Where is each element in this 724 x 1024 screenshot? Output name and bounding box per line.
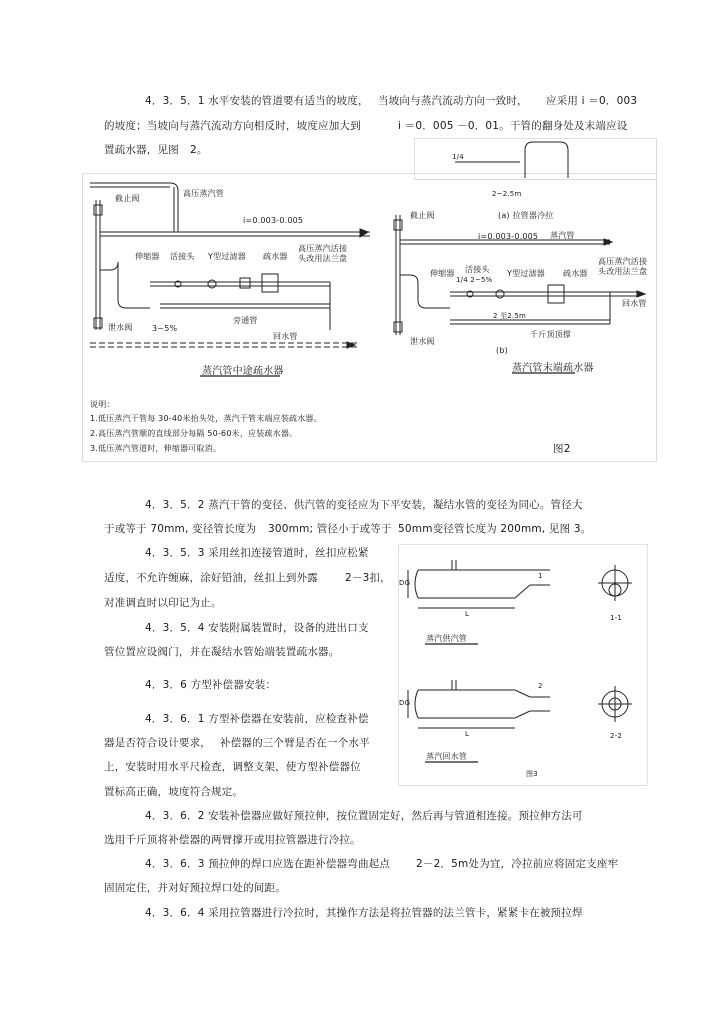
fig3-dg-1: DG xyxy=(399,579,411,587)
para-4353-line2a: 适度，不允许缠麻，涂好铅油，丝扣上到外露 xyxy=(104,572,318,584)
fig2-left-union: 活接头 xyxy=(170,252,195,261)
para-4361-line1: 4．3．6．1 方型补偿器在安装前，应检查补偿 xyxy=(145,713,369,725)
fig2-label: 图2 xyxy=(553,443,571,455)
fig3-label: 图3 xyxy=(526,770,538,778)
fig2-right-top-slope: 1/4 xyxy=(452,153,464,161)
fig2-note-2: 2.高压蒸汽管顺的直线部分每隔 50-60米，应装疏水器。 xyxy=(90,429,298,438)
para-4351-line1c: 应采用 i ＝0．003 xyxy=(546,95,638,107)
fig2-right-slope: i=0.003-0.005 xyxy=(478,232,539,241)
para-4351-line2b: i ＝0．005 －0．01。干管的翻身处及末端应设 xyxy=(398,120,628,132)
fig3-mark-2: 2 xyxy=(538,682,543,690)
para-4361-line4: 置标高正确，坡度符合规定。 xyxy=(104,786,244,798)
fig2-right-hp-note-1: 高压蒸汽活接 xyxy=(598,257,648,266)
para-4363-line1a: 4．3．6．3 预拉伸的焊口应选在距补偿器弯曲起点 xyxy=(145,858,391,870)
para-4362-line1: 4．3．6．2 安装补偿器应做好预拉伸，按位置固定好，然后再与管道相连接。预拉伸方法可 xyxy=(145,810,583,822)
para-4364-line1: 4．3．6．4 采用拉管器进行冷拉时，其操作方法是将拉管器的法兰管卡，紧紧卡在被预拉焊 xyxy=(145,907,583,919)
para-4353-line3: 对准调直时以印记为止。 xyxy=(104,597,222,609)
para-4363-line1b: 2－2．5m处为宜，冷拉前应将固定支座牢 xyxy=(416,858,619,870)
fig2-left-return: 回水管 xyxy=(273,332,298,341)
para-4361-line2a: 器是否符合设计要求， xyxy=(104,737,211,749)
fig3-mark-1: 1 xyxy=(538,572,543,580)
fig2-left-slope: i=0.003-0.005 xyxy=(243,216,304,225)
fig3-L-1: L xyxy=(465,610,470,618)
fig2-right-sub-a: (a) 拉管器冷拉 xyxy=(498,211,554,220)
fig2-left-trap: 疏水器 xyxy=(263,252,288,261)
fig2-right-dim: 2 至2.5m xyxy=(493,312,527,320)
fig3-dg-2: DG xyxy=(399,699,411,707)
fig2-right-top-dim: 2~2.5m xyxy=(492,190,522,198)
para-4352-line2b: 300mm; 管径小于或等于 xyxy=(268,523,392,535)
fig3-L-2: L xyxy=(465,730,470,738)
fig2-right-y-filter: Y型过滤器 xyxy=(507,269,545,278)
fig2-left-caption: 蒸汽管中途疏水器 xyxy=(202,366,284,377)
para-4352-line2a: 于或等于 70mm, 变径管长度为 xyxy=(104,523,257,535)
fig2-right-slope2: 1/4 2~5% xyxy=(456,276,493,284)
para-4361-line3: 上，安装时用水平尺检查，调整支架，使方型补偿器位 xyxy=(104,761,361,773)
fig2-left-drain-valve: 泄水阀 xyxy=(108,323,133,332)
para-4354-line1: 4．3．5．4 安装附属装置时，设备的进出口支 xyxy=(145,622,369,634)
fig2-notes-title: 说明： xyxy=(90,400,115,409)
para-4353-line2b: 2－3扣， xyxy=(345,572,391,584)
para-4362-line2: 选用千斤顶将补偿器的两臂撑开或用拉管器进行冷拉。 xyxy=(104,834,361,846)
fig3-caption-1: 蒸汽供汽管 xyxy=(426,634,467,643)
fig2-left-y-filter: Y型过滤器 xyxy=(208,252,246,261)
para-4351-line3a: 置疏水器，见图 xyxy=(104,144,179,156)
fig2-left-slope2: 3~5% xyxy=(152,324,178,333)
fig2-right-return: 回水管 xyxy=(622,299,647,308)
fig2-right-trap: 疏水器 xyxy=(563,269,588,278)
fig3-caption-2: 蒸汽回水管 xyxy=(426,752,467,761)
para-4351-line2a: 的坡度；当坡向与蒸汽流动方向相反时，坡度应加大到 xyxy=(104,120,361,132)
para-4354-line2: 管位置应设阀门，并在凝结水管始端装置疏水器。 xyxy=(104,646,340,658)
fig3-sec-1: 1-1 xyxy=(610,614,623,622)
para-4352-line2c: 50mm变径管长度为 200mm, 见图 3。 xyxy=(398,523,592,535)
para-4353-line1: 4．3．5．3 采用丝扣连接管道时，丝扣应松紧 xyxy=(145,547,369,559)
fig2-right-union: 活接头 xyxy=(465,265,490,274)
fig2-right-valve: 截止阀 xyxy=(410,211,435,220)
para-436: 4．3．6 方型补偿器安装： xyxy=(145,679,277,691)
para-4352-line1: 4．3．5．2 蒸汽干管的变径、供汽管的变径应为下平安装，凝结水管的变径为同心。管径大 xyxy=(145,499,583,511)
fig2-right-caption: 蒸汽管末端疏水器 xyxy=(512,363,594,374)
fig2-left-expansion: 伸缩器 xyxy=(135,252,160,261)
fig2-left-hp-steam: 高压蒸汽管 xyxy=(183,189,224,198)
fig2-right-expansion: 伸缩器 xyxy=(430,269,455,278)
fig2-right-steam: 蒸汽管 xyxy=(550,231,575,240)
fig2-left-bypass: 旁通管 xyxy=(233,316,258,325)
fig2-right-jack: 千斤顶顶撑 xyxy=(530,330,571,339)
fig2-left-valve: 截止阀 xyxy=(115,194,140,203)
fig2-right-hp-note-2: 头改用法兰盘 xyxy=(598,267,648,276)
fig2-left-hp-note-2: 头改用法兰盘 xyxy=(298,254,348,263)
para-4363-line2: 固固定住，并对好预拉焊口处的间距。 xyxy=(104,882,286,894)
fig2-note-1: 1.低压蒸汽干管每 30-40米抬头处，蒸汽干管末端应装疏水器。 xyxy=(90,414,322,423)
fig2-right-drain-valve: 泄水阀 xyxy=(410,337,435,346)
para-4351-line1b: 当坡向与蒸汽流动方向一致时， xyxy=(378,95,528,107)
fig2-right-sub-b: (b) xyxy=(496,346,508,355)
fig2-left-hp-note-1: 高压蒸汽活接 xyxy=(298,244,348,253)
fig3-sec-2: 2-2 xyxy=(610,732,623,740)
para-4351-line3b: 2。 xyxy=(190,144,208,156)
fig2-note-3: 3.低压蒸汽管道时，伸缩器可取消。 xyxy=(90,444,222,453)
para-4361-line2b: 补偿器的三个臂是否在一个水平 xyxy=(220,737,370,749)
para-4351-line1a: 4．3．5．1 水平安装的管道要有适当的坡度， xyxy=(145,95,369,107)
